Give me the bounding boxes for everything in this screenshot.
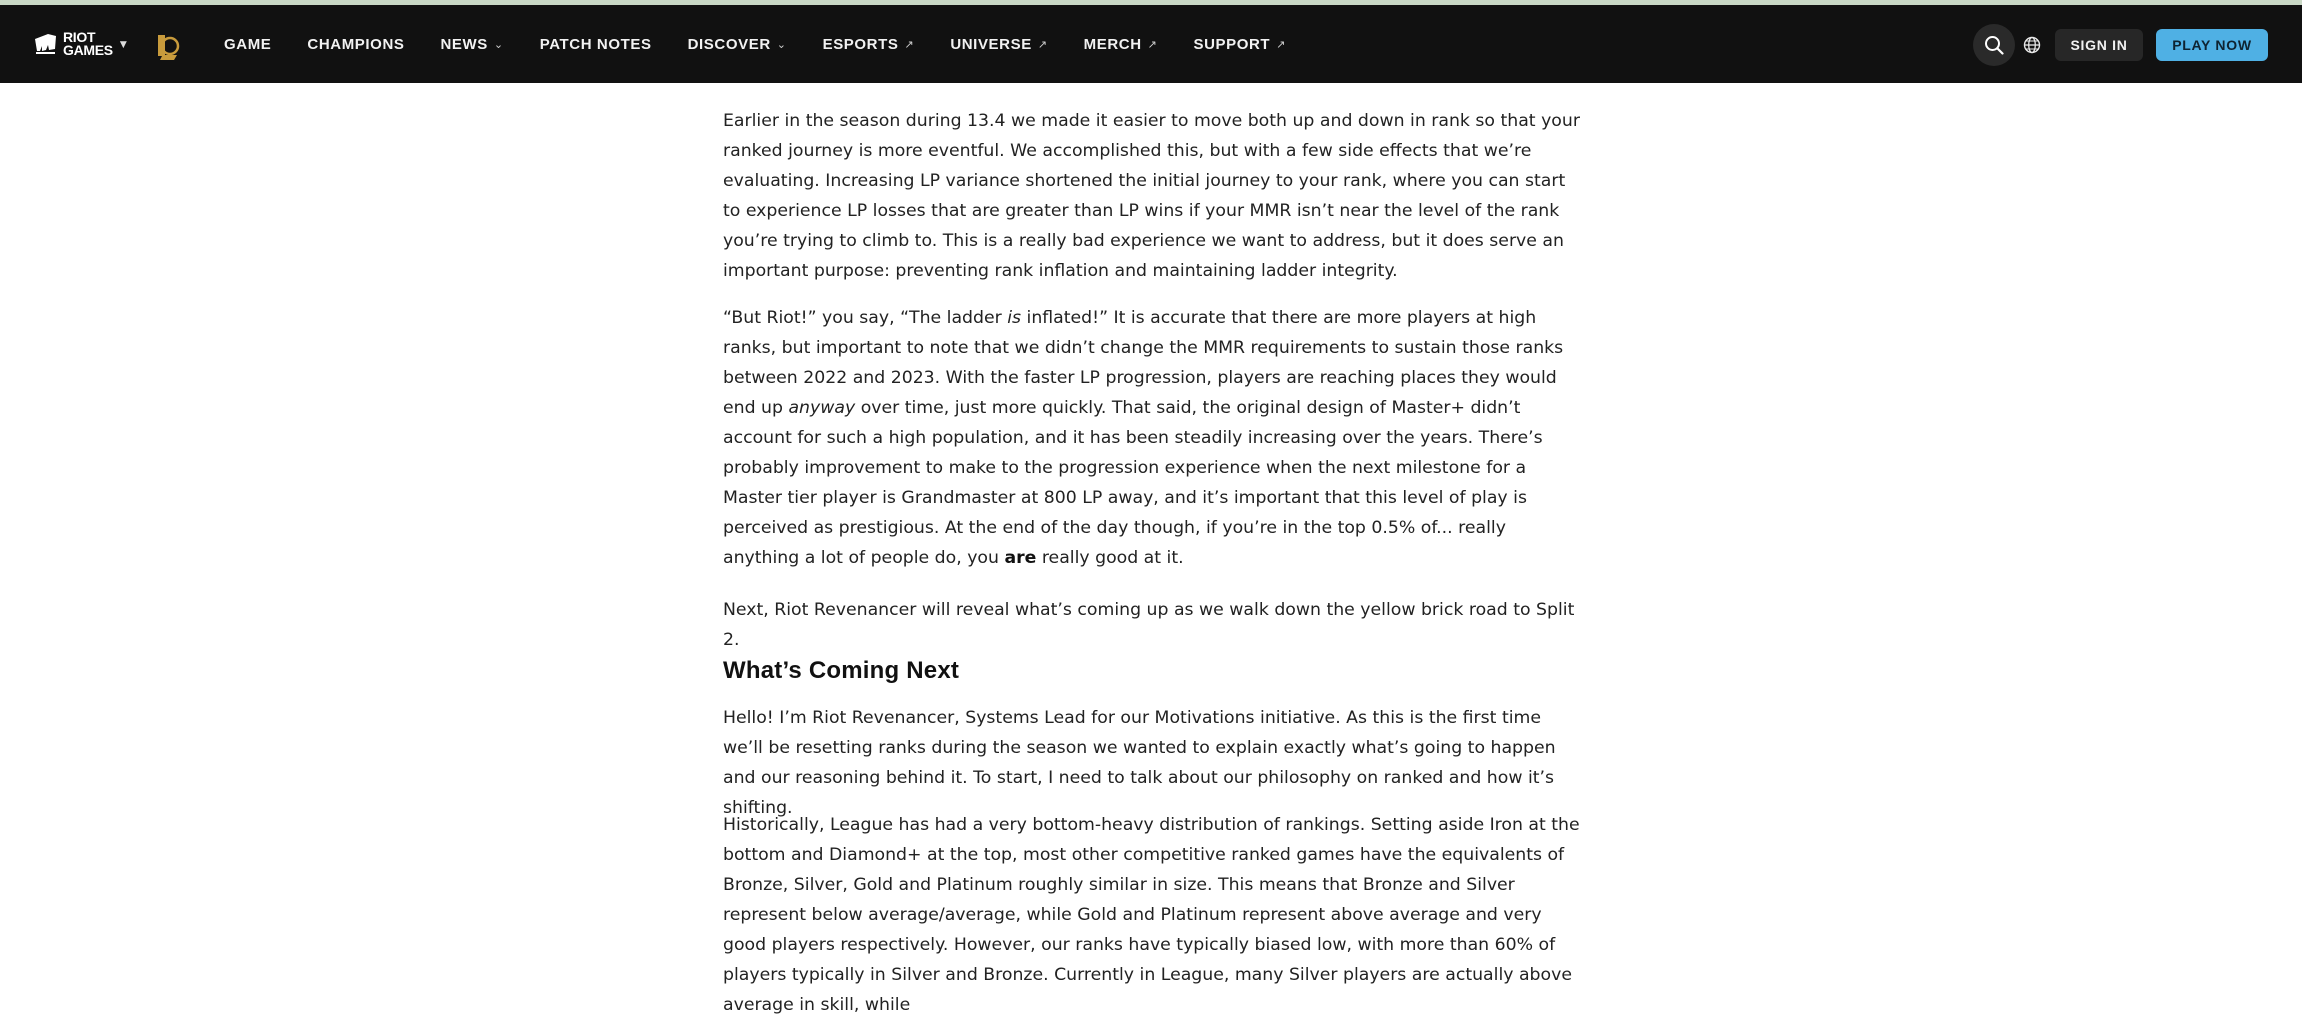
main-nav-links xyxy=(224,5,1322,83)
sign-in-button[interactable]: SIGN IN xyxy=(2055,29,2143,61)
nav-item-label: ESPORTS xyxy=(822,35,899,53)
nav-item-support[interactable] xyxy=(1193,36,1286,53)
brand-line-2: GAMES xyxy=(63,42,113,58)
nav-item-label: DISCOVER xyxy=(687,35,771,53)
chevron-down-icon: ▼ xyxy=(119,40,127,50)
article-paragraph xyxy=(723,303,1583,573)
nav-item-news[interactable] xyxy=(440,36,503,53)
riot-fist-icon xyxy=(34,33,58,55)
nav-item-discover[interactable] xyxy=(688,36,787,53)
globe-icon[interactable] xyxy=(2023,36,2041,54)
external-link-icon: ↗ xyxy=(1276,38,1287,51)
bold-text: are xyxy=(1004,548,1037,568)
nav-item-label: NEWS xyxy=(440,35,488,53)
top-navigation-bar xyxy=(0,5,2302,83)
nav-item-label: UNIVERSE xyxy=(950,35,1032,53)
nav-item-label: PATCH NOTES xyxy=(539,35,652,53)
emphasis-text: is xyxy=(1007,308,1022,328)
nav-item-label: CHAMPIONS xyxy=(307,35,405,53)
section-heading: What’s Coming Next xyxy=(723,657,960,684)
article-paragraph: Earlier in the season during 13.4 we made it easier to move both up and down in rank so that your ranked journey is more eventful. We accomplished this, but with a few side effects that we’re evaluating. Increasing LP variance shortened the initial journey to your rank, where you can start to experience LP losses that are greater than LP wins if your MMR isn’t near the level of the rank you’re trying to climb to. This is a really bad experience we want to address, but it does serve an important purpose: preventing rank inflation and maintaining ladder integrity. xyxy=(723,111,1580,281)
external-link-icon: ↗ xyxy=(904,38,915,51)
riot-games-logo[interactable] xyxy=(34,27,127,61)
article-paragraph: Next, Riot Revenancer will reveal what’s coming up as we walk down the yellow brick road to Split 2. xyxy=(723,600,1575,650)
brand-line-1: RIOT xyxy=(63,29,96,45)
text-run: inflated!” It is accurate that there are more players at high ranks, but important to note that we didn’t change the MMR requirements to sustain those ranks between 2022 and 2023. With the faster LP progression, players are reaching places they would end up xyxy=(723,308,1564,418)
nav-item-merch[interactable] xyxy=(1084,36,1158,53)
league-logo-icon[interactable] xyxy=(155,33,181,61)
play-now-button[interactable]: PLAY NOW xyxy=(2156,29,2268,61)
external-link-icon: ↗ xyxy=(1037,38,1048,51)
search-button[interactable] xyxy=(1973,24,2015,66)
riot-games-wordmark xyxy=(63,31,113,57)
nav-item-label: SUPPORT xyxy=(1193,35,1271,53)
article-paragraph: Historically, League has had a very bottom-heavy distribution of rankings. Setting aside Iron at the bottom and Diamond+ at the top, most other competitive ranked games have the equivalents of Bronze, Silver, Gold and Platinum roughly similar in size. This means that Bronze and Silver represent below average/average, while Gold and Platinum represent above average and very good players respectively. However, our ranks have typically biased low, with more than 60% of players typically in Silver and Bronze. Currently in League, many Silver players are actually above average in skill, while xyxy=(723,815,1580,1015)
chevron-down-icon: ⌄ xyxy=(493,38,504,51)
text-run: really good at it. xyxy=(1036,548,1184,568)
text-run: over time, just more quickly. That said, the original design of Master+ didn’t account for such a high population, and it has been steadily increasing over the years. There’s probably improvement to make to the progression experience when the next milestone for a Master tier player is Grandmaster at 800 LP away, and it’s important that this level of play is perceived as prestigious. At the end of the day though, if you’re in the top 0.5% of... really anything a lot of people do, you xyxy=(723,398,1543,568)
article-paragraph: Hello! I’m Riot Revenancer, Systems Lead for our Motivations initiative. As this is the first time we’ll be resetting ranks during the season we wanted to explain exactly what’s going to happen and our reasoning behind it. To start, I need to talk about our philosophy on ranked and how it’s shifting. xyxy=(723,708,1556,818)
nav-item-esports[interactable] xyxy=(823,36,915,53)
search-icon xyxy=(1984,35,2004,55)
nav-item-label: MERCH xyxy=(1083,35,1142,53)
emphasis-text: anyway xyxy=(788,398,856,418)
external-link-icon: ↗ xyxy=(1147,38,1158,51)
nav-item-universe[interactable] xyxy=(950,36,1047,53)
chevron-down-icon: ⌄ xyxy=(776,38,787,51)
nav-item-game[interactable] xyxy=(224,36,271,53)
nav-item-champions[interactable] xyxy=(307,36,404,53)
nav-item-patch-notes[interactable] xyxy=(540,36,652,53)
nav-item-label: GAME xyxy=(224,35,272,53)
text-run: “But Riot!” you say, “The ladder xyxy=(723,308,1008,328)
